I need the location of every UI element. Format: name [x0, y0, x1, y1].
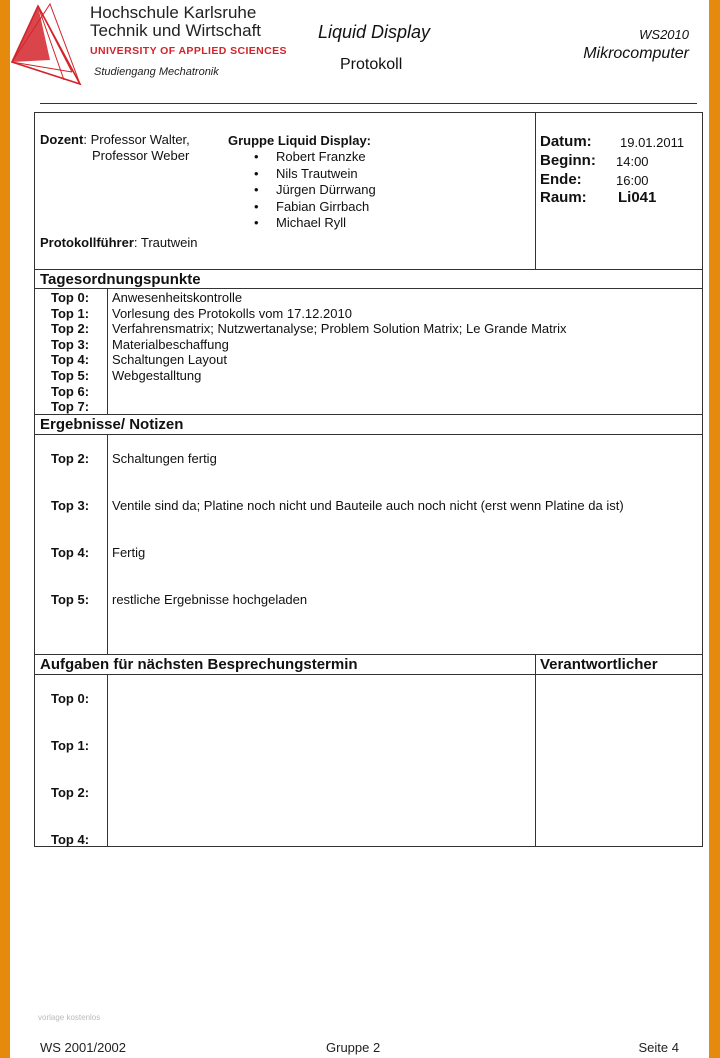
university-name-line3: UNIVERSITY OF APPLIED SCIENCES [90, 45, 287, 57]
task-item-label: Top 4: [51, 832, 90, 847]
result-item-text: restliche Ergebnisse hochgeladen [112, 592, 308, 607]
datum-value: 19.01.2011 [620, 135, 685, 150]
header-divider [40, 103, 697, 104]
agenda-column-rule [107, 288, 108, 415]
university-name-line1: Hochschule Karlsruhe [90, 3, 257, 22]
protokoll-value: : Trautwein [133, 235, 198, 250]
footer-left: WS 2001/2002 [40, 1040, 127, 1055]
agenda-item-label: Top 6: [51, 383, 90, 399]
university-name-line2: Technik und Wirtschaft [90, 21, 262, 40]
agenda-item-text: Anwesenheitskontrolle [112, 290, 243, 305]
agenda-item-label: Top 3: [51, 336, 90, 352]
agenda-heading-rule [34, 288, 703, 289]
agenda-item-label: Top 2: [51, 321, 90, 337]
tasks-responsible-rule [535, 654, 536, 847]
tasks-heading-rule [34, 674, 703, 675]
agenda-item-label: Top 4: [51, 352, 90, 368]
ende-value: 16:00 [616, 173, 649, 188]
agenda-item-text: Materialbeschaffung [112, 336, 229, 352]
results-heading: Ergebnisse/ Notizen [40, 416, 184, 433]
beginn-label: Beginn: [540, 152, 596, 169]
footer-page: Seite 4 [638, 1040, 679, 1055]
tasks-box [34, 654, 703, 847]
raum-value: Li041 [618, 189, 657, 206]
group-label: Gruppe Liquid Display: [228, 133, 372, 148]
dozent-value-1: : Professor Walter, [83, 132, 190, 147]
tasks-heading: Aufgaben für nächsten Besprechungstermin [40, 656, 358, 673]
task-item-label: Top 2: [51, 785, 90, 800]
info-box-divider [535, 112, 536, 270]
protokoll-line [40, 235, 198, 251]
group-member: • Fabian Girrbach [276, 199, 369, 215]
responsible-heading: Verantwortlicher [540, 656, 658, 673]
task-item-label: Top 0: [51, 691, 90, 706]
agenda-item-label: Top 1: [51, 305, 90, 321]
agenda-item-text: Verfahrensmatrix; Nutzwertanalyse; Problem Solution Matrix; Le Grande Matrix [112, 321, 567, 337]
semester: WS2010 [639, 27, 689, 42]
result-item-label: Top 3: [51, 498, 90, 513]
tasks-column-rule [107, 674, 108, 847]
raum-label: Raum: [540, 189, 587, 206]
agenda-item-text: Webgestalltung [112, 368, 202, 383]
group-member: • Jürgen Dürrwang [276, 182, 376, 198]
course-name: Mikrocomputer [583, 45, 689, 62]
result-item-text: Schaltungen fertig [112, 451, 217, 466]
agenda-item-text: Schaltungen Layout [112, 352, 227, 368]
agenda-item-label: Top 5: [51, 368, 90, 383]
group-member: • Robert Franzke [276, 149, 366, 165]
results-column-rule [107, 434, 108, 655]
agenda-item-label: Top 0: [51, 290, 90, 305]
dozent-label: Dozent [40, 132, 84, 147]
datum-label: Datum: [540, 133, 592, 150]
result-item-label: Top 5: [51, 592, 90, 607]
program-name: Studiengang Mechatronik [94, 66, 219, 78]
ende-label: Ende: [540, 171, 582, 188]
result-item-label: Top 2: [51, 451, 90, 466]
protokoll-label: Protokollführer [40, 235, 134, 250]
group-member: • Michael Ryll [276, 215, 346, 231]
document-title: Liquid Display [318, 22, 431, 42]
result-item-text: Fertig [112, 545, 146, 560]
hska-logo-icon [10, 0, 84, 92]
document-subtitle: Protokoll [340, 56, 403, 73]
result-item-label: Top 4: [51, 545, 90, 560]
dozent-line [40, 132, 190, 148]
agenda-heading: Tagesordnungspunkte [40, 271, 201, 288]
task-item-label: Top 1: [51, 738, 90, 753]
group-member: • Nils Trautwein [276, 166, 358, 182]
dozent-value-2: Professor Weber [92, 148, 190, 163]
results-heading-rule [34, 434, 703, 435]
agenda-item-text: Vorlesung des Protokolls vom 17.12.2010 [112, 305, 352, 321]
beginn-value: 14:00 [616, 154, 649, 169]
result-item-text: Ventile sind da; Platine noch nicht und Bauteile auch noch nicht (erst wenn Platine da ist) [112, 498, 624, 513]
footer-center: Gruppe 2 [326, 1040, 381, 1055]
document-page [10, 0, 709, 1058]
agenda-item-label: Top 7: [51, 399, 90, 415]
watermark: vorlage kostenlos [38, 1013, 101, 1022]
